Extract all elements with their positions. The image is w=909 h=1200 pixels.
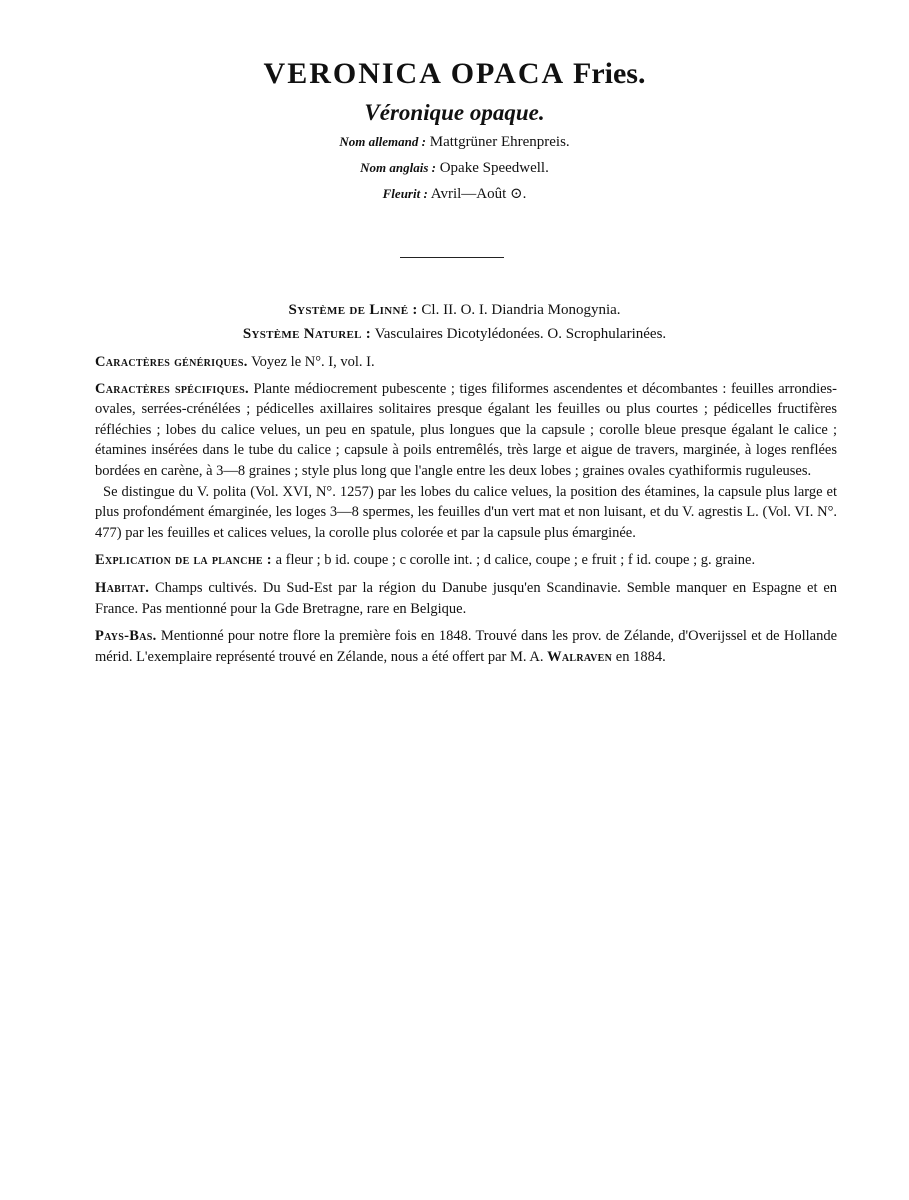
linne-system-value: Cl. II. O. I. Diandria Monogynia. <box>421 302 621 318</box>
separator-rule <box>400 257 504 258</box>
title-block <box>0 55 909 207</box>
flowering-value: Avril—Août ⊙. <box>430 186 527 202</box>
habitat-paragraph <box>95 578 837 619</box>
donor-name: Walraven <box>547 648 613 665</box>
natural-system-line <box>0 322 909 346</box>
plate-explanation-text: a fleur ; b id. coupe ; c corolle int. ; d calice, coupe ; e fruit ; f id. coupe ; g. graine. <box>275 552 756 569</box>
german-name-value: Mattgrüner Ehrenpreis. <box>429 134 570 150</box>
habitat-text: Champs cultivés. Du Sud-Est par la région du Danube jusqu'en Scandinavie. Semble manquer en Espagne et en France. Pas mentionné pour la Gde Bretragne, rare en Belgique. <box>95 579 838 617</box>
specific-characters-label: Caractères spécifiques. <box>95 380 249 397</box>
species-author: Fries. <box>573 57 646 90</box>
generic-characters-text: Voyez le N°. I, vol. I. <box>251 354 375 370</box>
species-name: VERONICA OPACA <box>263 57 564 90</box>
flowering-label: Fleurit : <box>382 186 428 201</box>
species-title <box>0 55 909 93</box>
netherlands-text-tail: en 1884. <box>615 648 666 665</box>
french-name: Véronique opaque. <box>364 100 545 125</box>
specific-characters-text: Plante médiocrement pubescente ; tiges filiformes ascendentes et décombantes : feuilles arrondies-ovales, serrées-crénélées ; pédicelles axillaires solitaires presque égalant les feuilles ou plus courtes ; pédicelles fructifères réfléchies ; lobes du calice velues, un peu en spatule, plus longues que la capsule ; corolle bleue presque égalant le calice ; étamines insérées dans le tube du calice ; capsule à poils entremêlés, très large et aigue de travers, marginée, à loges renflées bordées en carène, à 3—8 graines ; style plus long que l'angle entre les deux lobes ; graines ovales cyathiformis ruguleuses. <box>95 380 838 479</box>
linne-system-line <box>0 298 909 322</box>
netherlands-text: Mentionné pour notre flore la première fois en 1848. Trouvé dans les prov. de Zélande, d'Overijssel et de Hollande mérid. L'exemplaire représenté trouvé en Zélande, nous a été offert par M. A. <box>95 628 838 665</box>
german-name-label: Nom allemand : <box>339 134 426 149</box>
description-body <box>95 352 837 674</box>
english-name-label: Nom anglais : <box>360 160 436 175</box>
netherlands-paragraph <box>95 626 837 667</box>
classification-block <box>0 298 909 346</box>
english-name-line <box>0 155 909 181</box>
plate-explanation-paragraph <box>95 550 837 571</box>
german-name-line <box>0 129 909 155</box>
specific-characters-paragraph <box>95 379 837 482</box>
natural-system-value: Vasculaires Dicotylédonées. O. Scrophularinées. <box>374 326 667 342</box>
natural-system-label: Système Naturel : <box>242 326 372 342</box>
generic-characters-paragraph <box>95 352 837 373</box>
generic-characters-label: Caractères génériques. <box>95 354 248 370</box>
netherlands-label: Pays-Bas. <box>95 628 157 645</box>
habitat-label: Habitat. <box>95 579 150 596</box>
distinction-paragraph: Se distingue du V. polita (Vol. XVI, N°. 1257) par les lobes du calice velues, la position des étamines, la capsule plus large et plus profondément émarginée, les loges 3—8 spermes, les feuilles d'un vert mat et non luisant, et du V. agrestis L. (Vol. VI. N°. 477) par les feuilles et calices velues, la corolle plus colorée et par la capsule plus émarginée. <box>95 483 837 541</box>
linne-system-label: Système de Linné : <box>288 302 418 318</box>
flowering-line <box>0 181 909 207</box>
plate-explanation-label: Explication de la planche : <box>95 552 272 569</box>
english-name-value: Opake Speedwell. <box>439 160 549 176</box>
